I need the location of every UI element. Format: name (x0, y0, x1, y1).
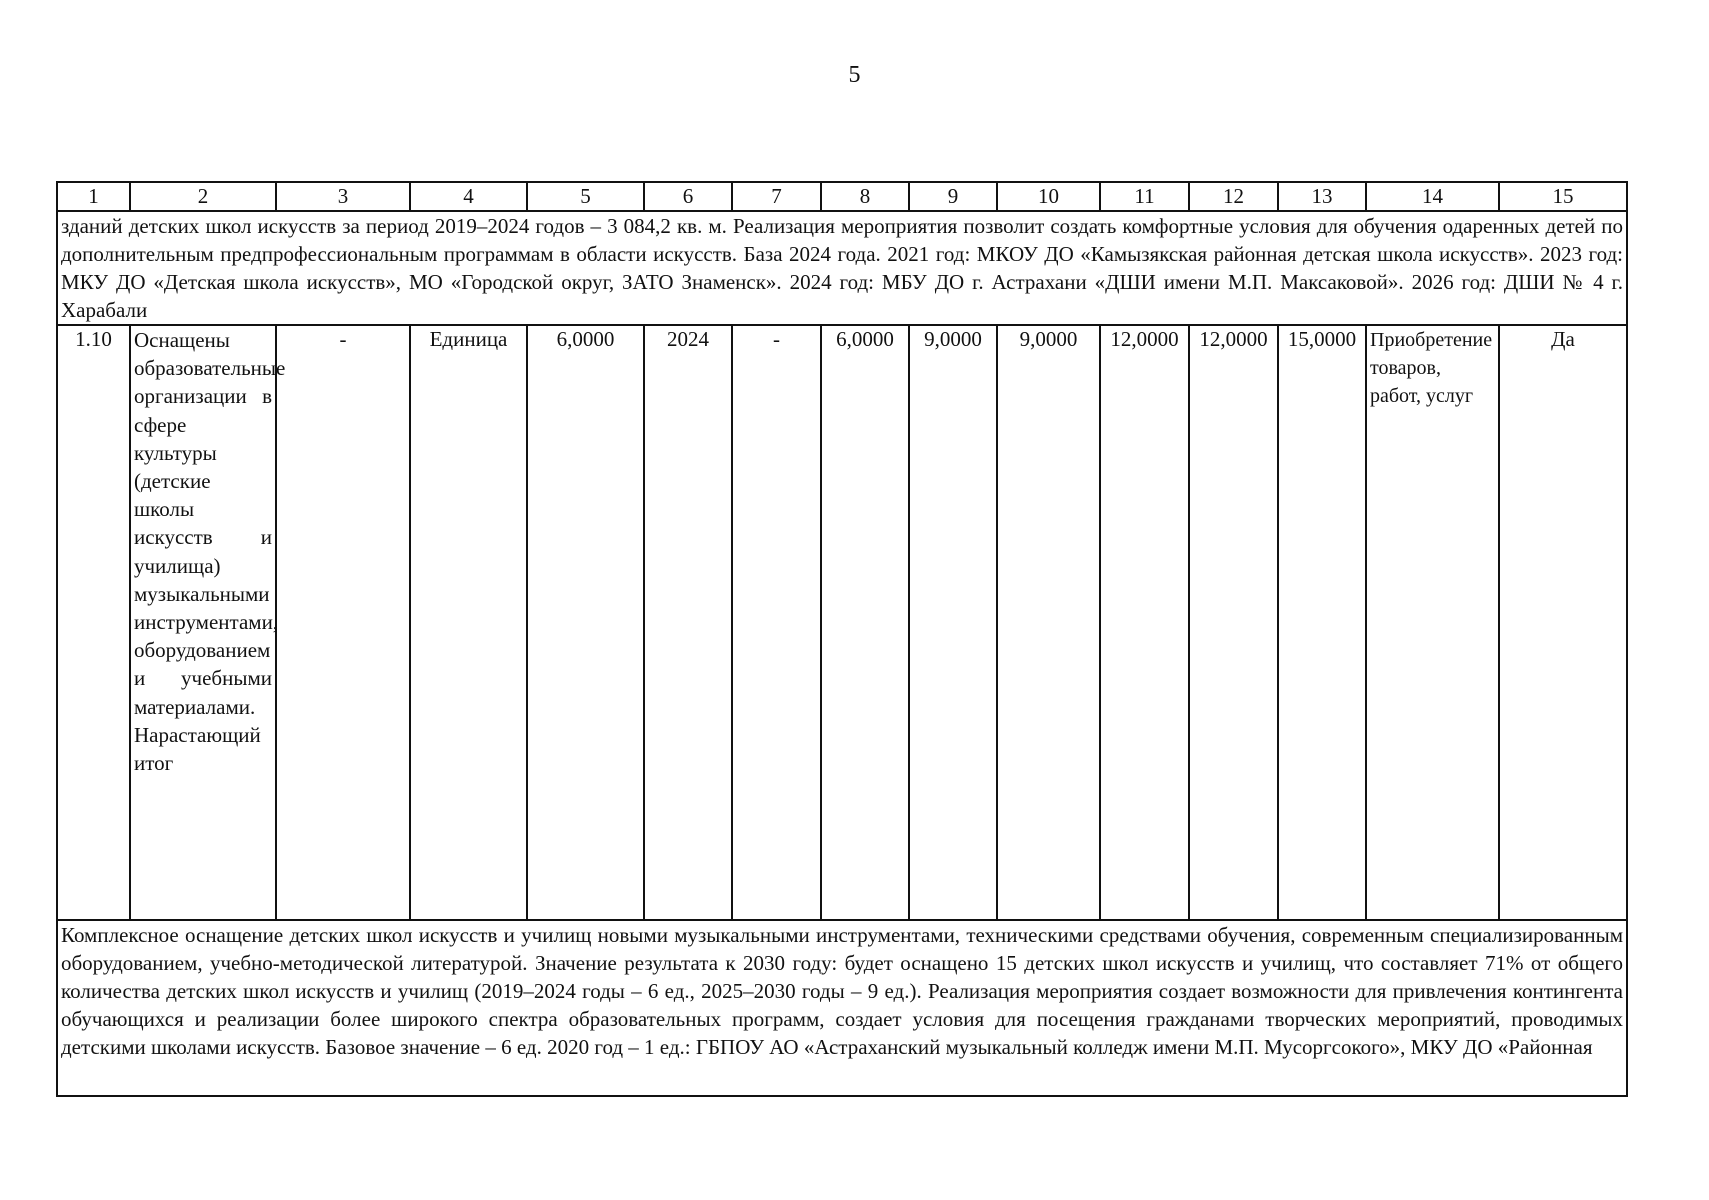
column-number: 1 (57, 182, 130, 211)
cell-col10: 9,0000 (997, 325, 1100, 920)
column-number: 4 (410, 182, 527, 211)
description-row-top (57, 211, 1627, 325)
column-number: 14 (1366, 182, 1499, 211)
indicator-name (130, 325, 286, 920)
column-number: 7 (732, 182, 821, 211)
base-year-cell: 2024 (644, 325, 732, 920)
description-text-top: зданий детских школ искусств за период 2019–2024 годов – 3 084,2 кв. м. Реализация мероприятия позволит создать комфортные условия для обучения одаренных детей по дополнительным предпрофессиональным программам в области искусств. База 2024 года. 2021 год: МКОУ ДО «Камызякская районная детская школа искусств». 2023 год: МКУ ДО «Детская школа искусств», МО «Городской округ, ЗАТО Знаменск». 2024 год: МБУ ДО г. Астрахани «ДШИ имени М.П. Максаковой». 2026 год: ДШИ № 4 г. Харабали (57, 211, 1627, 325)
description-row-bottom (57, 920, 1627, 1096)
result-type-cell: Приобретение товаров, работ, услуг (1366, 325, 1499, 920)
cell-col7: - (732, 325, 821, 920)
table-row (57, 325, 1627, 920)
column-number: 6 (644, 182, 732, 211)
cell-col3: - (276, 325, 410, 920)
description-text-bottom: Комплексное оснащение детских школ искусств и училищ новыми музыкальными инструментами, техническими средствами обучения, современным специализированным оборудованием, учебно-методической литературой. Значение результата к 2030 году: будет оснащено 15 детских школ искусств и училищ, что составляет 71% от общего количества детских школ искусств и училищ (2019–2024 годы – 6 ед., 2025–2030 годы – 9 ед.). Реализация мероприятия создает возможности для привлечения контингента обучающихся и реализации более широкого спектра образовательных программ, создает условия для посещения гражданами творческих мероприятий, проводимых детскими школами искусств. Базовое значение – 6 ед. 2020 год – 1 ед.: ГБПОУ АО «Астраханский музыкальный колледж имени М.П. Мусоргсокого», МКУ ДО «Районная (61, 923, 1623, 1059)
indicator-name-text: Оснащены образовательные организации в сфере культуры (детские школы искусств и училища) музыкальными инструментами, оборудованием и учебными материалами. Нарастающий итог (134, 328, 286, 776)
column-number: 15 (1499, 182, 1627, 211)
cell-col12: 12,0000 (1189, 325, 1278, 920)
column-number: 10 (997, 182, 1100, 211)
column-number: 9 (909, 182, 997, 211)
column-number: 12 (1189, 182, 1278, 211)
cell-col13: 15,0000 (1278, 325, 1366, 920)
column-number: 5 (527, 182, 644, 211)
base-value-cell: 6,0000 (527, 325, 644, 920)
cell-col8: 6,0000 (821, 325, 909, 920)
row-number: 1.10 (57, 325, 130, 920)
column-number: 8 (821, 182, 909, 211)
cell-col9: 9,0000 (909, 325, 997, 920)
column-number: 13 (1278, 182, 1366, 211)
cell-col11: 12,0000 (1100, 325, 1189, 920)
column-number: 11 (1100, 182, 1189, 211)
results-table (56, 181, 1628, 1097)
description-cell-bottom (57, 920, 1627, 1096)
column-number-row (57, 182, 1627, 211)
unit-cell: Единица (410, 325, 527, 920)
page-number: 5 (848, 62, 861, 88)
cell-col15: Да (1499, 325, 1627, 920)
column-number: 3 (276, 182, 410, 211)
column-number: 2 (130, 182, 276, 211)
